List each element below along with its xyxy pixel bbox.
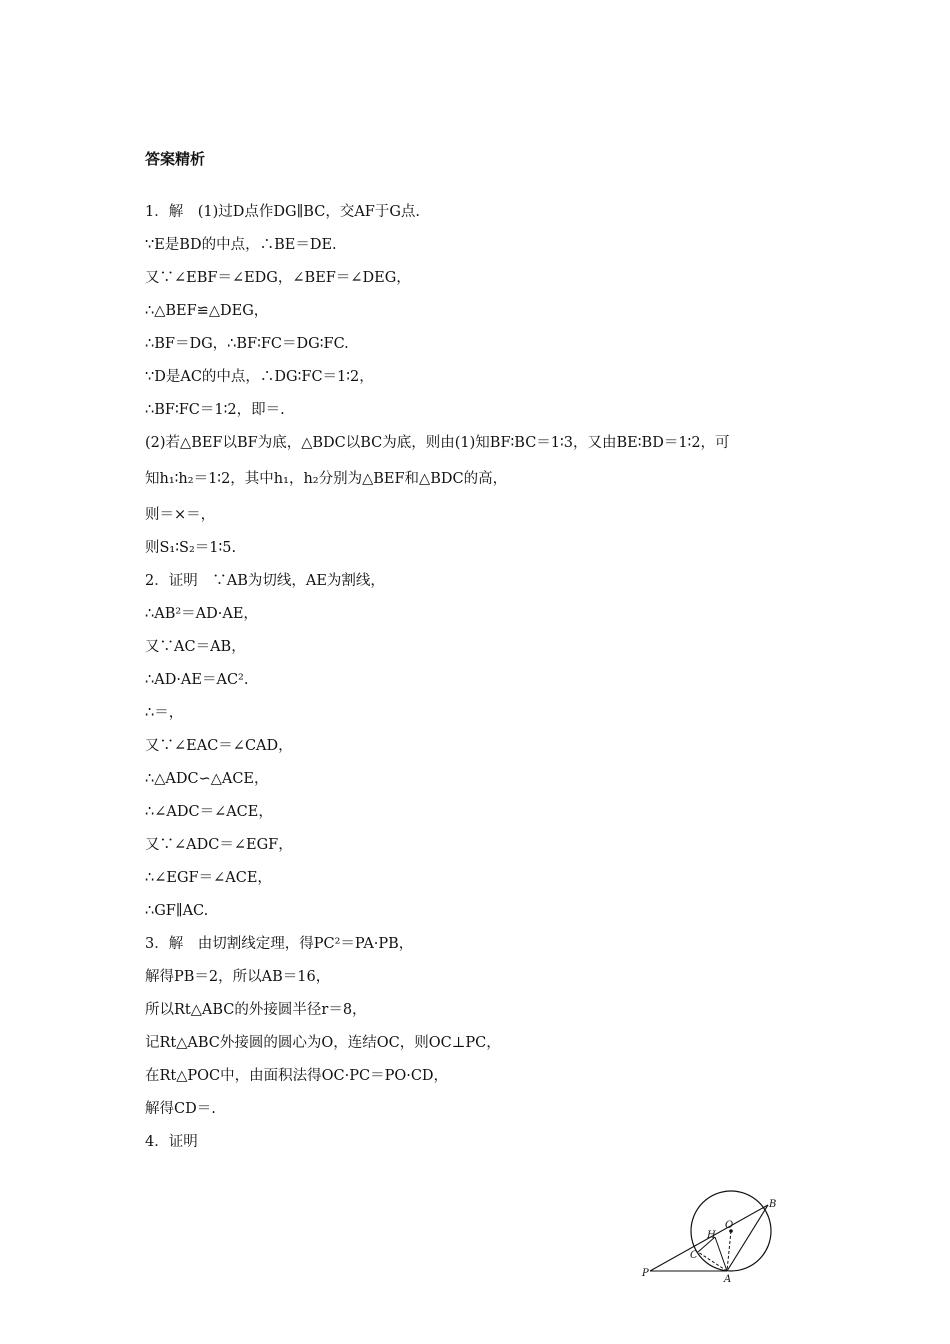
text-line: 在Rt△POC中，由面积法得OC·PC＝PO·CD， xyxy=(145,1068,449,1084)
text-line: ∴∠EGF＝∠ACE， xyxy=(145,870,272,886)
label-o: O xyxy=(725,1220,734,1231)
text-line: 则＝×＝， xyxy=(145,507,216,523)
text-line: 则S₁∶S₂＝1∶5. xyxy=(145,540,237,556)
segment-ah xyxy=(715,1237,727,1271)
text-line: ∴BF∶FC＝1∶2，即＝. xyxy=(145,402,285,418)
text-line: 4．证明 xyxy=(145,1134,198,1150)
text-line: 1．解 (1)过D点作DG∥BC，交AF于G点. xyxy=(145,204,421,220)
text-line: 解得CD＝. xyxy=(145,1101,216,1117)
text-line: ∴＝， xyxy=(145,705,184,721)
text-line: ∴GF∥AC. xyxy=(145,903,209,919)
section-title: 答案精析 xyxy=(145,150,206,168)
text-line: ∴△BEF≌△DEG， xyxy=(145,303,269,319)
label-c: C xyxy=(690,1250,698,1261)
text-line: 又∵∠EAC＝∠CAD， xyxy=(145,738,293,754)
text-line: 又∵AC＝AB， xyxy=(145,639,246,655)
text-line: ∵E是BD的中点，∴BE＝DE. xyxy=(145,237,337,253)
text-line: ∴△ADC∽△ACE， xyxy=(145,771,269,787)
segment-ac-dashed xyxy=(698,1252,727,1271)
label-b: B xyxy=(769,1199,777,1210)
text-line: 3．解 由切割线定理，得PC²＝PA·PB， xyxy=(145,936,414,952)
text-line: ∴AD·AE＝AC². xyxy=(145,672,249,688)
text-line: ∵D是AC的中点，∴DG∶FC＝1∶2， xyxy=(145,369,374,385)
text-line: 知h₁∶h₂＝1∶2，其中h₁，h₂分别为△BEF和△BDC的高， xyxy=(145,471,508,487)
geometry-figure xyxy=(640,1185,785,1285)
circle-tangent-diagram xyxy=(640,1185,785,1285)
text-line: 记Rt△ABC外接圆的圆心为O，连结OC，则OC⊥PC， xyxy=(145,1035,501,1051)
answer-body xyxy=(145,200,825,1163)
label-a: A xyxy=(724,1274,732,1285)
label-h: H xyxy=(707,1230,716,1241)
text-line: 又∵∠EBF＝∠EDG，∠BEF＝∠DEG， xyxy=(145,270,411,286)
text-line: 2．证明 ∵AB为切线，AE为割线， xyxy=(145,573,385,589)
chord-ab xyxy=(727,1205,768,1271)
text-line: 又∵∠ADC＝∠EGF， xyxy=(145,837,293,853)
text-line: (2)若△BEF以BF为底，△BDC以BC为底，则由(1)知BF∶BC＝1∶3，又由BE∶BD＝1∶2，可 xyxy=(145,435,730,451)
text-line: ∴AB²＝AD·AE， xyxy=(145,606,258,622)
text-line: ∴∠ADC＝∠ACE， xyxy=(145,804,273,820)
text-line: ∴BF＝DG，∴BF∶FC＝DG∶FC. xyxy=(145,336,349,352)
text-line: 所以Rt△ABC的外接圆半径r＝8， xyxy=(145,1002,367,1018)
text-line: 解得PB＝2，所以AB＝16， xyxy=(145,969,331,985)
label-p: P xyxy=(642,1268,649,1279)
